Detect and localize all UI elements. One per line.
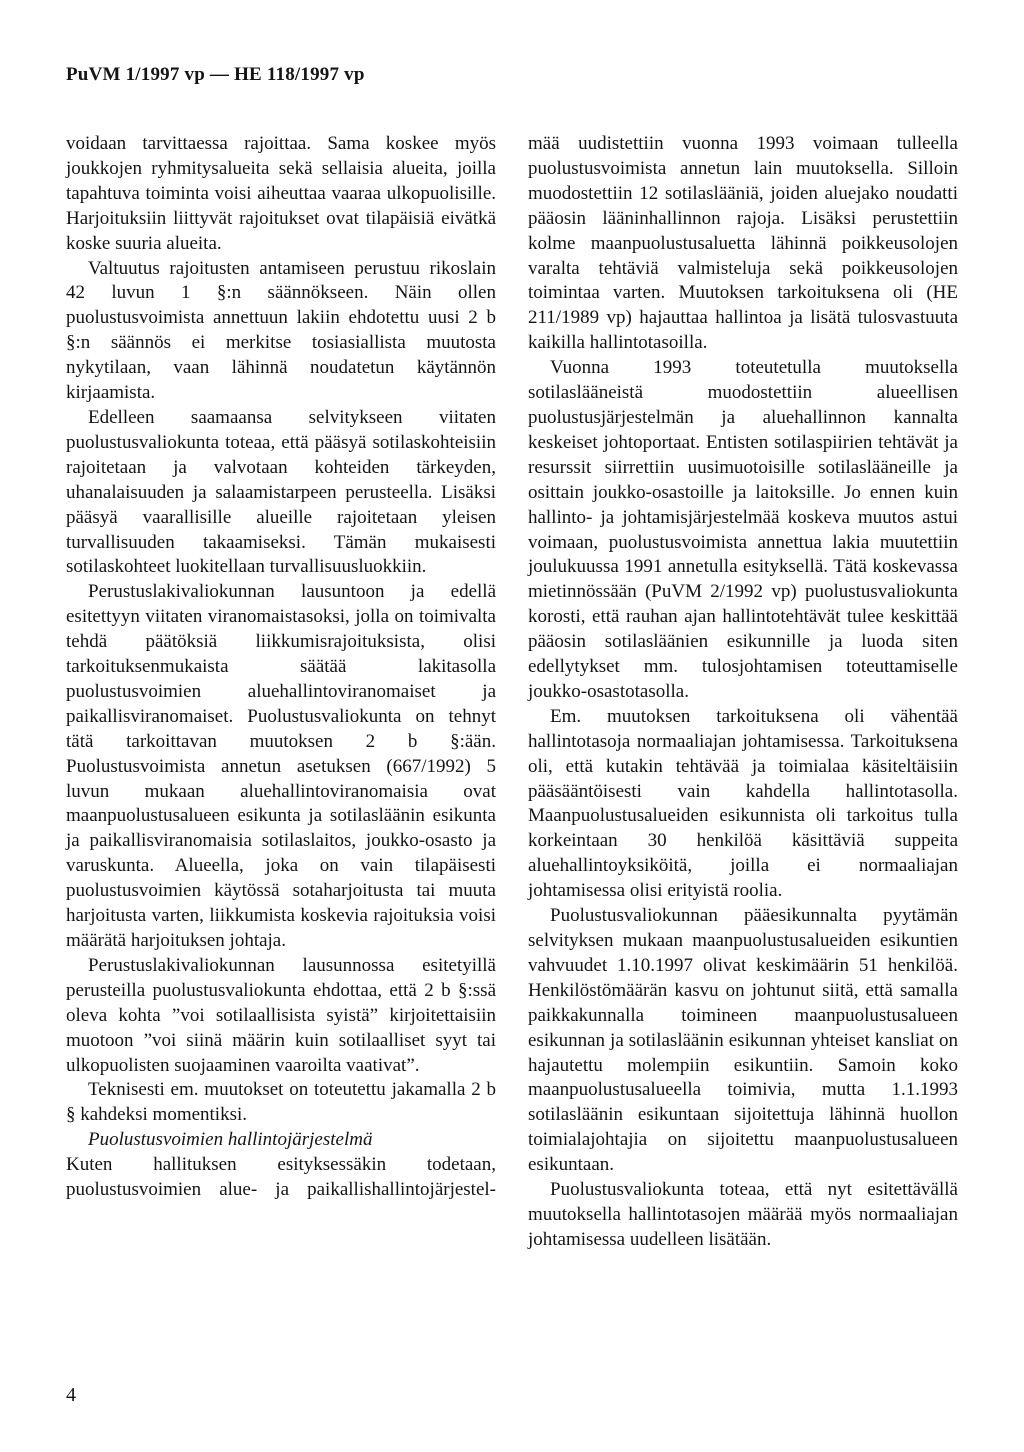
paragraph: Edelleen saamaansa selvitykseen viitaten puolustusvaliokunta toteaa, että pääsyä sotilaskohteisiin rajoitetaan ja valvotaan kohteiden tärkeyden, uhanalaisuuden ja salaamistarpeen perusteella. Lisäksi pääsyä vaarallisille alueille rajoitetaan yleisen turvallisuuden takaamiseksi. Tämän mukaisesti sotilaskohteet luokitellaan turvallisuusluokkiin.: [66, 406, 496, 578]
running-header: PuVM 1/1997 vp — HE 118/1997 vp: [66, 64, 365, 85]
page-number: 4: [66, 1384, 76, 1406]
section-heading: Puolustusvoimien hallintojärjestelmä: [88, 1129, 373, 1151]
right-column: [528, 132, 958, 1253]
paragraph: Kuten hallituksen esityksessäkin todetaan, puolustusvoimien alue- ja paikallishallintojärjestel-: [66, 1154, 496, 1201]
left-column: [66, 132, 496, 1203]
paragraph: Teknisesti em. muutokset on toteutettu jakamalla 2 b § kahdeksi momentiksi.: [66, 1079, 496, 1126]
paragraph: Puolustusvaliokunta toteaa, että nyt esitettävällä muutoksella hallintotasojen määrää myös normaaliajan johtamisessa uudelleen lisätään.: [528, 1179, 958, 1250]
paragraph: voidaan tarvittaessa rajoittaa. Sama koskee myös joukkojen ryhmitysalueita sekä sellaisia alueita, joilla tapahtuva toiminta voisi aiheuttaa vaaraa ulkopuolisille. Harjoituksiin liittyvät rajoitukset ovat tilapäisiä eivätkä koske suuria alueita.: [66, 133, 496, 254]
paragraph: Perustuslakivaliokunnan lausuntoon ja edellä esitettyyn viitaten viranomaistasoksi, jolla on toimivalta tehdä päätöksiä liikkumisrajoituksista, olisi tarkoituksenmukaista säätää lakitasolla puolustusvoimien aluehallintoviranomaiset ja paikallisviranomaiset. Puolustusvaliokunta on tehnyt tätä tarkoittavan muutoksen 2 b §:ään. Puolustusvoimista annetun asetuksen (667/1992) 5 luvun mukaan aluehallintoviranomaisia ovat maanpuolustusalueen esikunta ja sotilasläänin esikunta ja paikallisviranomaisia sotilaslaitos, joukko-osasto ja varuskunta. Alueella, joka on vain tilapäisesti puolustusvoimien käytössä sotaharjoitusta tai muuta harjoitusta varten, liikkumista koskevia rajoituksia voisi määrätä harjoituksen johtaja.: [66, 581, 496, 951]
paragraph: Valtuutus rajoitusten antamiseen perustuu rikoslain 42 luvun 1 §:n säännökseen. Näin ollen puolustusvoimista annettuun lakiin ehdotettu uusi 2 b §:n säännös ei merkitse tosiasiallista muutosta nykytilaan, vaan lähinnä noudatetun käytännön kirjaamista.: [66, 257, 496, 404]
paragraph: Puolustusvaliokunnan pääesikunnalta pyytämän selvityksen mukaan maanpuolustusalueiden esikuntien vahvuudet 1.10.1997 olivat keskimäärin 51 henkilöä. Henkilöstömäärän kasvu on johtunut siitä, että samalla paikkakunnalla toimineen maanpuolustusalueen esikunnan ja sotilasläänin esikunnan yhteiset kansliat on hajautettu molempiin esikuntiin. Samoin koko maanpuolustusalueella toimivia, mutta 1.1.1993 sotilasläänin esikuntaan sijoitettuja lähinnä huollon toimialajohtajia on sijoitettu maanpuolustusalueen esikuntaan.: [528, 905, 958, 1176]
paragraph: Vuonna 1993 toteutetulla muutoksella sotilaslääneistä muodostettiin alueellisen puolustusjärjestelmän ja aluehallinnon kannalta keskeiset johtoportaat. Entisten sotilaspiirien tehtävät ja resurssit siirrettiin uusimuotoisille sotilaslääneille ja osittain joukko-osastoille ja laitoksille. Jo ennen kuin hallinto- ja johtamisjärjestelmää koskeva muutos astui voimaan, puolustusvoimista annettua lakia muutettiin joulukuussa 1991 annetulla esityksellä. Tätä koskevassa mietinnössään (PuVM 2/1992 vp) puolustusvaliokunta korosti, että rauhan ajan hallintotehtävät tulee keskittää pääosin sotilasläänien esikunnille ja luoda siten edellytykset mm. tulosjohtamisen toteuttamiselle joukko-osastotasolla.: [528, 357, 958, 702]
paragraph: mää uudistettiin vuonna 1993 voimaan tulleella puolustusvoimista annetun lain muutoksella. Silloin muodostettiin 12 sotilaslääniä, joiden aluejako noudatti pääosin lääninhallinnon rajoja. Lisäksi perustettiin kolme maanpuolustusaluetta lähinnä poikkeusolojen varalta tehtäviä valmisteluja sekä poikkeusolojen toimintaa varten. Muutoksen tarkoituksena oli (HE 211/1989 vp) hajauttaa hallintoa ja lisätä tulosvastuuta kaikilla hallintotasoilla.: [528, 133, 958, 354]
paragraph: Perustuslakivaliokunnan lausunnossa esitetyillä perusteilla puolustusvaliokunta ehdottaa, että 2 b §:ssä oleva kohta ”voi sotilaallisista syistä” kirjoitettaisiin muotoon ”voi siinä määrin kuin sotilaalliset syyt tai ulkopuolisten suojaaminen vaaroilta vaativat”.: [66, 954, 496, 1076]
paragraph: Em. muutoksen tarkoituksena oli vähentää hallintotasoja normaaliajan johtamisessa. Tarkoituksena oli, että kutakin tehtävää ja toimialaa käsiteltäisiin pääsääntöisesti vain kahdella hallintotasolla. Maanpuolustusalueiden esikunnista oli tarkoitus tulla korkeintaan 30 henkilöä käsittäviä suppeita aluehallintoyksiköitä, joilla ei normaaliajan johtamisessa olisi erityistä roolia.: [528, 705, 958, 902]
